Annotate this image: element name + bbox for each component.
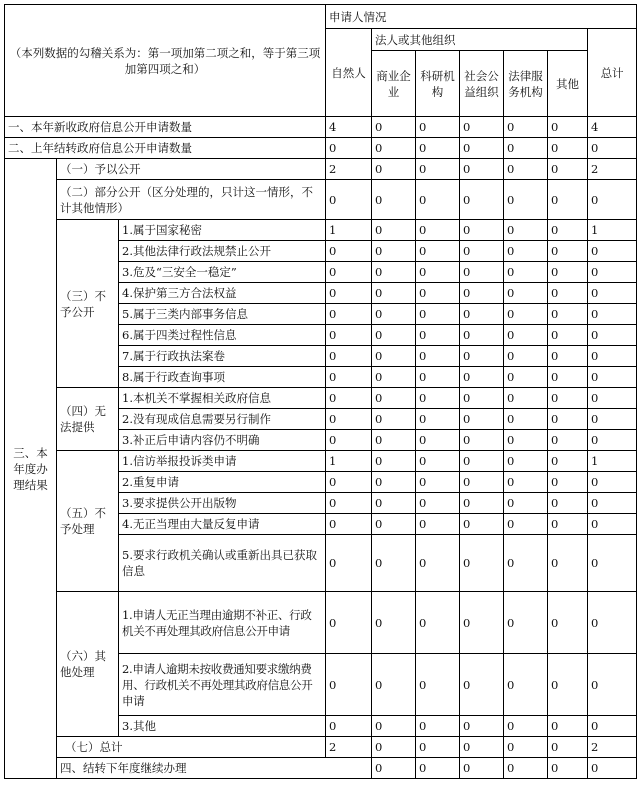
cell-total: 0	[588, 180, 637, 220]
cell-legal: 0	[504, 430, 548, 451]
row-label: 4.保护第三方合法权益	[119, 283, 326, 304]
row-label: 3.其他	[119, 716, 326, 737]
cell-other: 0	[548, 451, 588, 472]
row-label: 二、上年结转政府信息公开申请数量	[5, 138, 326, 159]
row-label: 2.其他法律行政法规禁止公开	[119, 241, 326, 262]
row-label: （一）予以公开	[57, 159, 326, 180]
cell-legal: 0	[548, 758, 588, 779]
cell-business: 0	[372, 430, 416, 451]
row-label: 6.属于四类过程性信息	[119, 325, 326, 346]
cell-legal: 0	[504, 654, 548, 716]
cell-welfare: 0	[460, 592, 504, 654]
row-label: 四、结转下年度继续办理	[57, 758, 372, 779]
cell-business: 0	[372, 325, 416, 346]
cell-welfare: 0	[460, 716, 504, 737]
cell-research: 0	[416, 535, 460, 592]
cell-welfare: 0	[460, 117, 504, 138]
cell-natural: 1	[326, 451, 372, 472]
row-label: 5.属于三类内部事务信息	[119, 304, 326, 325]
cell-total: 0	[588, 716, 637, 737]
cell-other: 0	[548, 180, 588, 220]
row-label: 1.属于国家秘密	[119, 220, 326, 241]
row-label: 1.信访举报投诉类申请	[119, 451, 326, 472]
cell-legal: 0	[504, 241, 548, 262]
legal-service-header: 法律服务机构	[504, 51, 548, 117]
cell-research: 0	[416, 241, 460, 262]
cell-natural: 4	[326, 117, 372, 138]
cell-legal: 0	[504, 138, 548, 159]
cell-other: 0	[548, 220, 588, 241]
cell-other: 0	[548, 514, 588, 535]
row-label: （七）总计	[57, 737, 326, 758]
row-label: 2.申请人逾期未按收费通知要求缴纳费用、行政机关不再处理其政府信息公开申请	[119, 654, 326, 716]
row-unable-1	[5, 388, 637, 409]
cell-business: 0	[372, 472, 416, 493]
row-other-processing-1	[5, 592, 637, 654]
cell-welfare: 0	[460, 159, 504, 180]
row-label: 8.属于行政查询事项	[119, 367, 326, 388]
cell-research: 0	[416, 514, 460, 535]
cell-business: 0	[372, 654, 416, 716]
row-label: 2.重复申请	[119, 472, 326, 493]
cell-research: 0	[416, 159, 460, 180]
cell-total: 0	[588, 262, 637, 283]
cell-business: 0	[372, 241, 416, 262]
cell-business: 0	[372, 409, 416, 430]
cell-total: 1	[588, 451, 637, 472]
cell-research: 0	[416, 180, 460, 220]
cell-legal: 0	[504, 159, 548, 180]
legal-group-header: 法人或其他组织	[372, 29, 588, 51]
cell-business: 0	[372, 262, 416, 283]
cell-other: 0	[548, 654, 588, 716]
cell-legal: 0	[504, 283, 548, 304]
cell-total: 0	[588, 409, 637, 430]
cell-business: 0	[372, 451, 416, 472]
cell-research: 0	[416, 409, 460, 430]
cell-research: 0	[416, 262, 460, 283]
cell-legal: 0	[504, 514, 548, 535]
row-label: （二）部分公开（区分处理的，只计这一情形，不计其他情形）	[57, 180, 326, 220]
cell-welfare: 0	[460, 493, 504, 514]
cell-total: 2	[588, 737, 637, 758]
row-label: 5.要求行政机关确认或重新出具已获取信息	[119, 535, 326, 592]
row-label: 一、本年新收政府信息公开申请数量	[5, 117, 326, 138]
section-3-text: 三、本年度办理结果	[13, 445, 48, 492]
cell-welfare: 0	[460, 654, 504, 716]
cell-business: 0	[372, 592, 416, 654]
row-carry-to-next-year	[5, 758, 637, 779]
cell-other: 0	[548, 367, 588, 388]
row-partially-disclosed	[5, 180, 637, 220]
cell-legal: 0	[504, 346, 548, 367]
cell-research: 0	[416, 451, 460, 472]
cell-welfare: 0	[460, 388, 504, 409]
cell-welfare: 0	[460, 262, 504, 283]
cell-legal: 0	[504, 262, 548, 283]
note-cell	[5, 5, 326, 117]
cell-other: 0	[548, 159, 588, 180]
public-welfare-header: 社会公益组织	[460, 51, 504, 117]
cell-natural: 0	[326, 472, 372, 493]
cell-legal: 0	[504, 716, 548, 737]
cell-legal: 0	[504, 409, 548, 430]
cell-legal: 0	[504, 304, 548, 325]
cell-business: 0	[372, 304, 416, 325]
cell-welfare: 0	[460, 737, 504, 758]
row-not-disclosed-1	[5, 220, 637, 241]
cell-total: 0	[588, 367, 637, 388]
row-label: 1.申请人无正当理由逾期不补正、行政机关不再处理其政府信息公开申请	[119, 592, 326, 654]
row-label: 4.无正当理由大量反复申请	[119, 514, 326, 535]
cell-other: 0	[548, 138, 588, 159]
cell-business: 0	[372, 346, 416, 367]
cell-research: 0	[416, 138, 460, 159]
cell-research: 0	[416, 346, 460, 367]
cell-welfare: 0	[460, 535, 504, 592]
cell-total: 0	[588, 325, 637, 346]
business-header: 商业企业	[372, 51, 416, 117]
cell-total: 0	[588, 388, 637, 409]
total-header: 总计	[588, 29, 637, 117]
cell-business: 0	[372, 737, 416, 758]
cell-welfare: 0	[460, 241, 504, 262]
cell-natural: 0	[326, 430, 372, 451]
cell-welfare: 0	[504, 758, 548, 779]
cell-total: 0	[588, 241, 637, 262]
cell-business: 0	[372, 493, 416, 514]
cell-total: 2	[588, 159, 637, 180]
cell-research: 0	[416, 737, 460, 758]
cell-total: 0	[588, 535, 637, 592]
cell-total: 0	[588, 592, 637, 654]
cell-other: 0	[548, 430, 588, 451]
cell-research: 0	[416, 716, 460, 737]
cell-natural: 2	[326, 159, 372, 180]
cell-research: 0	[416, 592, 460, 654]
cell-other: 0	[548, 325, 588, 346]
row-label: 1.本机关不掌握相关政府信息	[119, 388, 326, 409]
cell-legal: 0	[504, 535, 548, 592]
cell-natural: 2	[326, 737, 372, 758]
row-label: 3.危及“三安全一稳定”	[119, 262, 326, 283]
cell-total: 0	[588, 346, 637, 367]
cell-legal: 0	[504, 451, 548, 472]
row-label: 7.属于行政执法案卷	[119, 346, 326, 367]
cell-natural: 0	[326, 493, 372, 514]
cell-natural: 0	[326, 592, 372, 654]
row-carried-over	[5, 138, 637, 159]
cell-other: 0	[548, 592, 588, 654]
cell-total: 0	[588, 138, 637, 159]
cell-total: 0	[588, 493, 637, 514]
cell-natural: 0	[326, 138, 372, 159]
cell-research: 0	[416, 304, 460, 325]
cell-research: 0	[416, 654, 460, 716]
research-header: 科研机构	[416, 51, 460, 117]
cell-legal: 0	[504, 493, 548, 514]
cell-natural: 0	[326, 262, 372, 283]
section-3-label	[5, 159, 57, 779]
statistics-table	[4, 4, 637, 779]
cell-total: 0	[588, 514, 637, 535]
cell-business: 0	[372, 367, 416, 388]
cell-other: 0	[548, 472, 588, 493]
cell-natural: 0	[326, 180, 372, 220]
cell-other: 0	[548, 388, 588, 409]
cell-natural: 0	[326, 367, 372, 388]
row-disclosed	[5, 159, 637, 180]
cell-other: 0	[548, 535, 588, 592]
cell-legal: 0	[504, 472, 548, 493]
cell-legal: 0	[504, 325, 548, 346]
cell-other: 0	[548, 346, 588, 367]
cell-business: 0	[372, 159, 416, 180]
cell-business: 0	[372, 535, 416, 592]
cell-welfare: 0	[460, 283, 504, 304]
cell-total: 1	[588, 220, 637, 241]
cell-total: 4	[588, 117, 637, 138]
group-not-processed: （五）不予处理	[57, 451, 119, 592]
cell-business: 0	[372, 388, 416, 409]
cell-other: 0	[548, 241, 588, 262]
cell-natural: 1	[326, 220, 372, 241]
cell-other: 0	[548, 304, 588, 325]
cell-natural: 0	[326, 409, 372, 430]
cell-natural: 0	[326, 514, 372, 535]
row-section-total	[5, 737, 637, 758]
cell-legal: 0	[504, 592, 548, 654]
group-other-processing: （六）其他处理	[57, 592, 119, 737]
cell-other: 0	[548, 262, 588, 283]
cell-welfare: 0	[460, 451, 504, 472]
cell-other: 0	[548, 493, 588, 514]
cell-other: 0	[588, 758, 637, 779]
cell-business: 0	[416, 758, 460, 779]
cell-research: 0	[416, 430, 460, 451]
applicant-header: 申请人情况	[326, 5, 637, 29]
row-label: 2.没有现成信息需要另行制作	[119, 409, 326, 430]
cell-legal: 0	[504, 367, 548, 388]
cell-business: 0	[372, 220, 416, 241]
cell-other: 0	[548, 283, 588, 304]
cell-business: 0	[372, 138, 416, 159]
cell-natural: 0	[326, 388, 372, 409]
cell-total: 0	[588, 654, 637, 716]
cell-legal: 0	[504, 220, 548, 241]
cell-natural: 0	[326, 716, 372, 737]
cell-natural: 0	[326, 654, 372, 716]
cell-welfare: 0	[460, 346, 504, 367]
cell-other: 0	[548, 409, 588, 430]
cell-natural: 0	[326, 325, 372, 346]
cell-total: 0	[588, 430, 637, 451]
cell-natural: 0	[326, 241, 372, 262]
cell-welfare: 0	[460, 430, 504, 451]
header-row-1	[5, 5, 637, 29]
cell-welfare: 0	[460, 138, 504, 159]
cell-legal: 0	[504, 117, 548, 138]
cell-welfare: 0	[460, 409, 504, 430]
cell-legal: 0	[504, 388, 548, 409]
cell-research: 0	[416, 283, 460, 304]
cell-welfare: 0	[460, 325, 504, 346]
cell-research: 0	[416, 367, 460, 388]
cell-business: 0	[372, 180, 416, 220]
cell-total: 0	[588, 472, 637, 493]
row-new-applications	[5, 117, 637, 138]
cell-research: 0	[460, 758, 504, 779]
cell-natural: 0	[326, 346, 372, 367]
cell-natural: 0	[372, 758, 416, 779]
cell-welfare: 0	[460, 514, 504, 535]
note-text: （本列数据的勾稽关系为：第一项加第二项之和，等于第三项加第四项之和）	[9, 45, 321, 76]
cell-research: 0	[416, 325, 460, 346]
cell-research: 0	[416, 388, 460, 409]
cell-welfare: 0	[460, 220, 504, 241]
cell-business: 0	[372, 283, 416, 304]
row-label: 3.补正后申请内容仍不明确	[119, 430, 326, 451]
cell-natural: 0	[326, 535, 372, 592]
row-not-processed-1	[5, 451, 637, 472]
cell-welfare: 0	[460, 180, 504, 220]
cell-research: 0	[416, 472, 460, 493]
cell-business: 0	[372, 716, 416, 737]
group-not-disclosed: （三）不予公开	[57, 220, 119, 388]
group-unable-to-provide: （四）无法提供	[57, 388, 119, 451]
other-header: 其他	[548, 51, 588, 117]
row-label: 3.要求提供公开出版物	[119, 493, 326, 514]
cell-natural: 0	[326, 283, 372, 304]
cell-research: 0	[416, 493, 460, 514]
cell-natural: 0	[326, 304, 372, 325]
cell-research: 0	[416, 220, 460, 241]
cell-legal: 0	[504, 180, 548, 220]
cell-business: 0	[372, 514, 416, 535]
cell-research: 0	[416, 117, 460, 138]
natural-person-header: 自然人	[326, 29, 372, 117]
cell-total: 0	[588, 304, 637, 325]
cell-welfare: 0	[460, 304, 504, 325]
cell-other: 0	[548, 716, 588, 737]
cell-total: 0	[588, 283, 637, 304]
cell-welfare: 0	[460, 472, 504, 493]
cell-business: 0	[372, 117, 416, 138]
cell-welfare: 0	[460, 367, 504, 388]
cell-legal: 0	[504, 737, 548, 758]
cell-other: 0	[548, 117, 588, 138]
cell-other: 0	[548, 737, 588, 758]
